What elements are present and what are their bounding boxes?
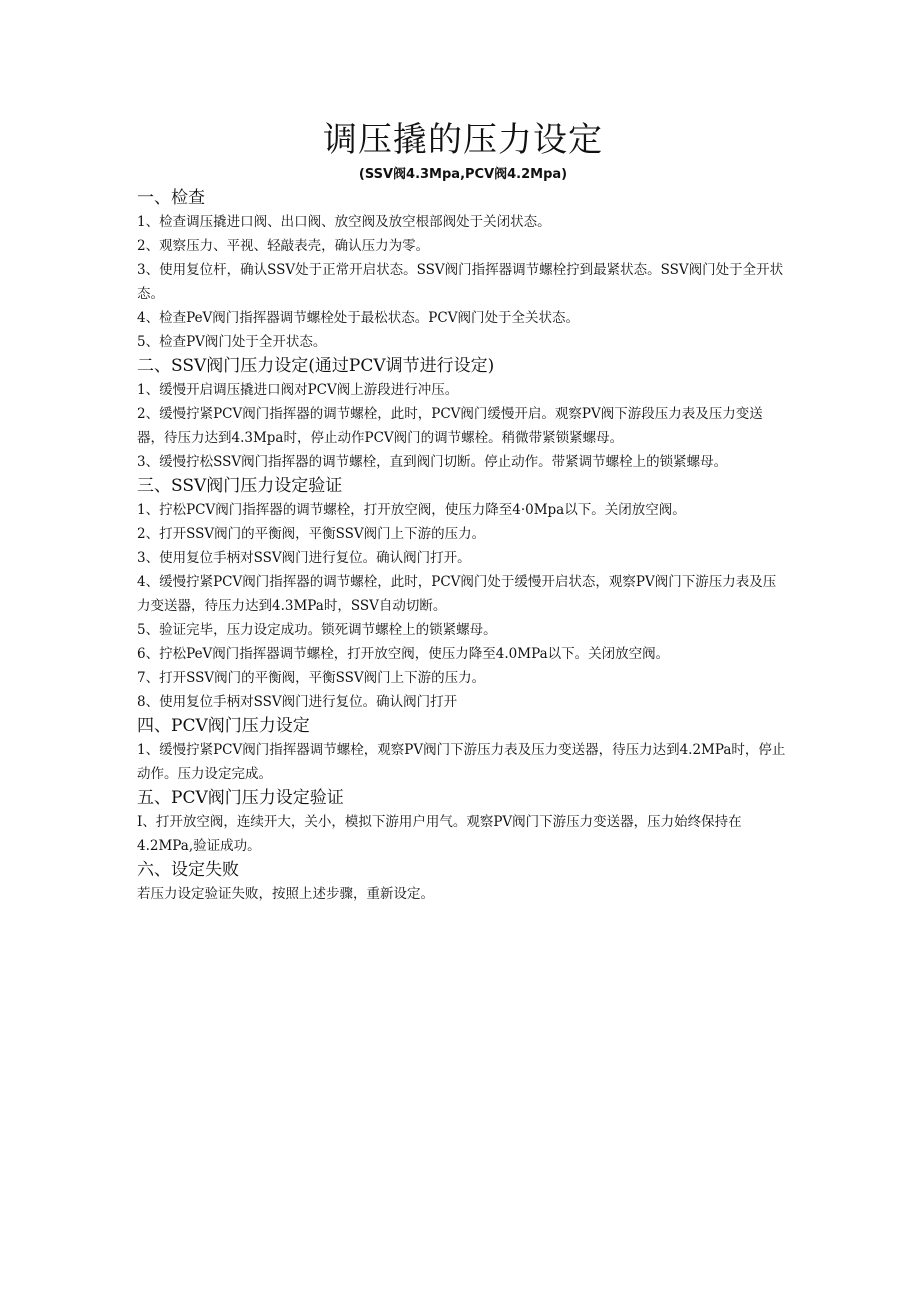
paragraph: 3、使用复位杆，确认SSV处于正常开启状态。SSV阀门指挥器调节螺栓拧到最紧状态。SSV阀门处于全开状态。	[137, 262, 784, 302]
section-heading: 三、SSV阀门压力设定验证	[137, 476, 343, 496]
document-title: 调压撬的压力设定	[323, 120, 603, 160]
paragraph: 6、拧松PeV阀门指挥器调节螺栓，打开放空阀，使压力降至4.0MPa以下。关闭放空阀。	[137, 646, 670, 662]
paragraph: 1、拧松PCV阀门指挥器的调节螺栓，打开放空阀，使压力降至4·0Mpa以下。关闭放空阀。	[137, 502, 686, 518]
paragraph: 5、检查PV阀门处于全开状态。	[137, 334, 327, 350]
paragraph: 3、缓慢拧松SSV阀门指挥器的调节螺栓，直到阀门切断。停止动作。带紧调节螺栓上的锁紧螺母。	[137, 454, 728, 470]
section-heading: 六、设定失败	[137, 860, 239, 880]
section-pcv-setting	[137, 714, 789, 786]
section-ssv-verification	[137, 474, 789, 714]
section-heading: 四、PCV阀门压力设定	[137, 716, 310, 736]
document-subtitle: (SSV阀4.3Mpa,PCV阀4.2Mpa)	[358, 167, 568, 182]
section-pcv-verification	[137, 786, 789, 858]
section-failure	[137, 858, 789, 906]
section-heading: 一、检查	[137, 188, 205, 208]
section-check	[137, 186, 789, 354]
section-heading: 五、PCV阀门压力设定验证	[137, 788, 344, 808]
document-page	[137, 118, 789, 906]
paragraph: 2、观察压力、平视、轻敲表壳，确认压力为零。	[137, 238, 430, 254]
section-ssv-setting	[137, 354, 789, 474]
section-heading: 二、SSV阀门压力设定(通过PCV调节进行设定)	[137, 356, 495, 376]
paragraph: I、打开放空阀，连续开大，关小，模拟下游用户用气。观察PV阀门下游压力变送器，压力始终保持在4.2MPa,验证成功。	[137, 814, 742, 854]
paragraph: 8、使用复位手柄对SSV阀门进行复位。确认阀门打开	[137, 694, 458, 710]
paragraph: 4、缓慢拧紧PCV阀门指挥器的调节螺栓，此时，PCV阀门处于缓慢开启状态，观察PV阀门下游压力表及压力变送器，待压力达到4.3MPa时，SSV自动切断。	[137, 574, 777, 614]
paragraph: 1、缓慢拧紧PCV阀门指挥器调节螺栓，观察PV阀门下游压力表及压力变送器，待压力达到4.2MPa时，停止动作。压力设定完成。	[137, 742, 786, 782]
paragraph: 1、缓慢开启调压撬进口阀对PCV阀上游段进行冲压。	[137, 382, 459, 398]
paragraph: 4、检查PeV阀门指挥器调节螺栓处于最松状态。PCV阀门处于全关状态。	[137, 310, 579, 326]
paragraph: 7、打开SSV阀门的平衡阀，平衡SSV阀门上下游的压力。	[137, 670, 486, 686]
paragraph: 5、验证完毕，压力设定成功。锁死调节螺栓上的锁紧螺母。	[137, 622, 497, 638]
paragraph: 2、缓慢拧紧PCV阀门指挥器的调节螺栓，此时，PCV阀门缓慢开启。观察PV阀下游段压力表及压力变送器，待压力达到4.3Mpa时，停止动作PCV阀门的调节螺栓。稍微带紧锁紧螺母。	[137, 406, 763, 446]
paragraph: 若压力设定验证失败，按照上述步骤，重新设定。	[137, 886, 434, 902]
paragraph: 3、使用复位手柄对SSV阀门进行复位。确认阀门打开。	[137, 550, 471, 566]
paragraph: 1、检查调压撬进口阀、出口阀、放空阀及放空根部阀处于关闭状态。	[137, 214, 551, 230]
paragraph: 2、打开SSV阀门的平衡阀，平衡SSV阀门上下游的压力。	[137, 526, 486, 542]
